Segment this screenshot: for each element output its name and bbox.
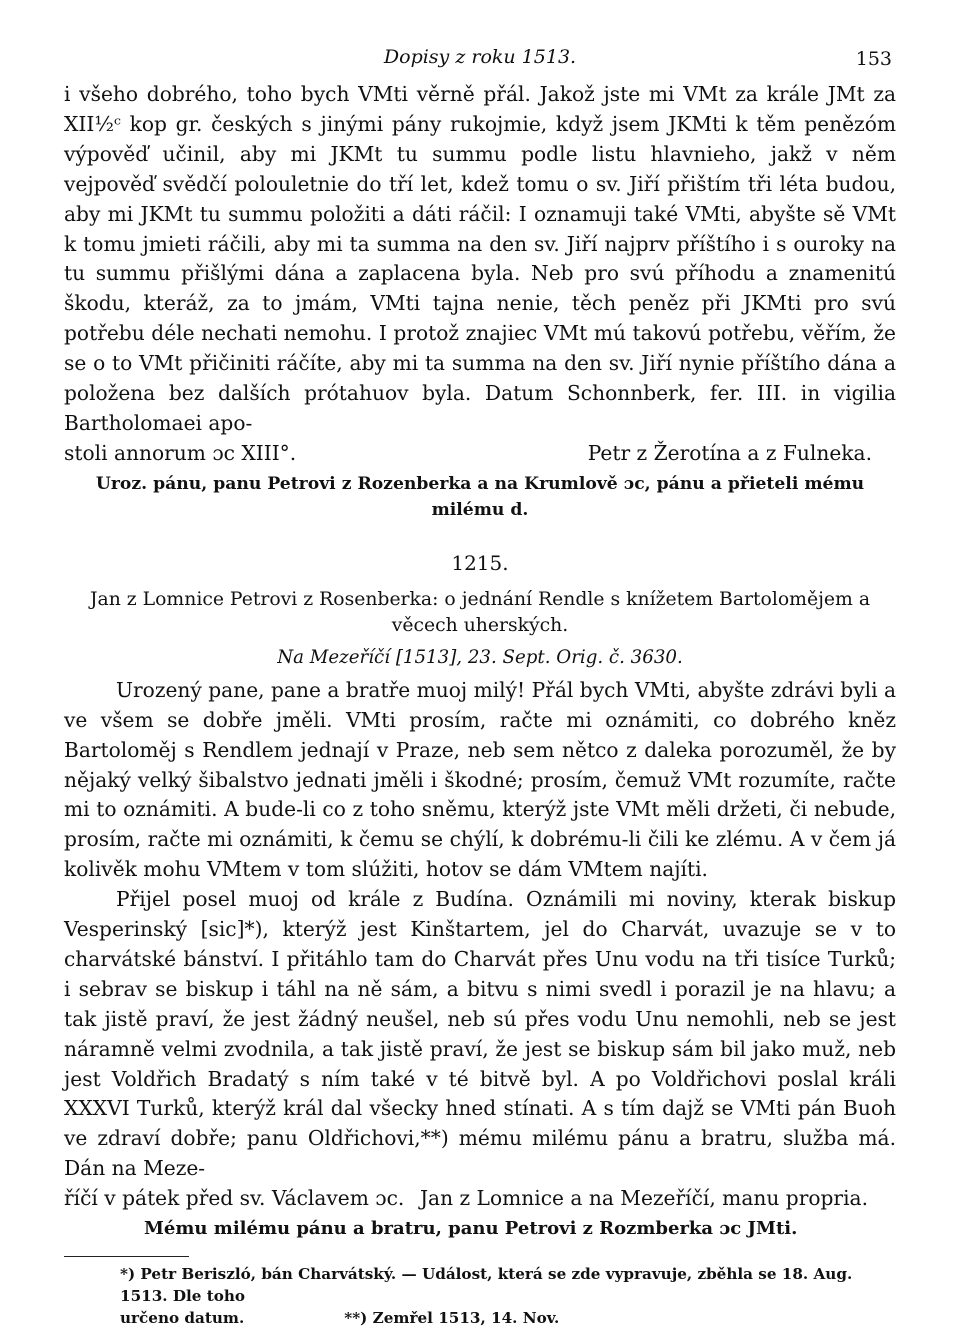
letter-1214-closing-date: stoli annorum ɔc XIII°. [64, 440, 297, 465]
footnote-2: **) Zemřel 1513, 14. Nov. [344, 1309, 560, 1328]
footnote-1-continuation: určeno datum. [120, 1309, 245, 1328]
letter-summary: Jan z Lomnice Petrovi z Rosenberka: o jednání Rendle s knížetem Bartolomějem a věcech uherských. [89, 588, 871, 636]
document-number: 1215. [451, 550, 509, 575]
footnote-1: *) Petr Beriszló, bán Charvátský. — Událost, která se zde vypravuje, zběhla se 18. Aug. 1513. Dle toho [120, 1265, 853, 1306]
page-header [64, 40, 896, 80]
page-number: 153 [855, 48, 892, 70]
running-title: Dopisy z roku 1513. [383, 46, 577, 68]
footnote-line-2 [64, 1307, 896, 1329]
letter-1214-address: Uroz. pánu, panu Petrovi z Rozenberka a na Krumlově ɔc, pánu a přieteli mému milému d. [95, 473, 865, 520]
letter-source: Na Mezeříčí [1513], 23. Sept. Orig. č. 3630. [277, 646, 683, 668]
footnote-separator [64, 1256, 189, 1257]
letter-1214-closing [64, 439, 896, 469]
letter-1215-closing [64, 1184, 896, 1214]
letter-1215-paragraph-2: Přijel posel muoj od krále z Budína. Oznámili mi noviny, kterak biskup Vesperinský [sic]*), kterýž jest Kinštartem, jel do Charvát, uvazuje se v to charvátské bánství. I přitáhlo tam do Charvát přes Unu vodu na tři tisíce Turků; i sebrav se biskup i táhl na ně sám, a bitvu s nimi svedl i porazil je na hlavu; a tak jistě praví, že jest žádný neušel, neb sú přes vodu Unu nemohli, neb se jest náramně velmi zvodnila, a tak jistě praví, že jest se biskup sám bil jako muž, neb jest Voldřich Bradatý s ním také v té bitvě byl. A po Voldřichovi poslal králi XXXVI Turků, kterýž král dal všecky hned stínati. A s tím dajž se VMti pán Buoh ve zdraví dobře; panu Oldřichovi,**) mému milému pánu a bratru, služba má. Dán na Meze- [64, 887, 896, 1181]
letter-1215-paragraph-1: Urozený pane, pane a bratře muoj milý! Přál bych VMti, abyšte zdrávi byli a ve všem se dobře jměli. VMti prosím, račte mi oznámiti, co dobrého kněz Bartoloměj s Rendlem jednají v Praze, neb sem nětco z daleka porozuměl, že by nějaký velký šibalstvo jednati jměli i škodné; prosím, čemuž VMt rozumíte, račte mi to oznámiti. A bude-li co z toho sněmu, kterýž jste VMt měli držeti, či nebude, prosím, račte mi oznámiti, k čemu se chýlí, k dobrému-li čili ke zlému. A v čem já kolivěk mohu VMtem v tom slúžiti, hotov se dám VMtem najíti. [64, 677, 896, 882]
letter-1215-signature: Jan z Lomnice a na Mezeříčí, manu propria. [419, 1186, 868, 1211]
page [64, 40, 896, 1329]
letter-1214-signature: Petr z Žerotína a z Fulneka. [587, 440, 872, 465]
letter-1215-closing-date: říčí v pátek před sv. Václavem ɔc. [64, 1186, 405, 1211]
letter-1215-address: Mému milému pánu a bratru, panu Petrovi z Rozmberka ɔc JMti. [144, 1218, 798, 1240]
letter-1214-paragraph: i všeho dobrého, toho bych VMti věrně přál. Jakož jste mi VMt za krále JMt za XII½ᶜ kop gr. českých s jinými pány rukojmie, když jsem JKMti k těm penězóm výpověď učinil, aby mi JKMt tu summu podle listu hlavnieho, jakž v něm vejpověď svědčí polouletnie do tří let, kdež tomu o sv. Jiří přištím tři léta budou, aby mi JKMt tu summu položiti a dáti ráčil: I oznamuji také VMti, abyšte sě VMt k tomu jmieti ráčili, aby mi ta summa na den sv. Jiří najprv příštího i s ouroky na tu summu přišlými dána a zaplacena byla. Neb pro svú příhodu a znamenitú škodu, kteráž, za to jmám, VMti tajna nenie, těch peněz při JKMti pro svú potřebu déle nechati nemohu. I protož znajiec VMt mú takovú potřebu, věřím, že se o to VMt přičiniti ráčíte, aby mi ta summa na den sv. Jiří nynie příštího dána a položena bez dalších prótahuov byla. Datum Schonnberk, fer. III. in vigilia Bartholomaei apo- [64, 82, 896, 435]
